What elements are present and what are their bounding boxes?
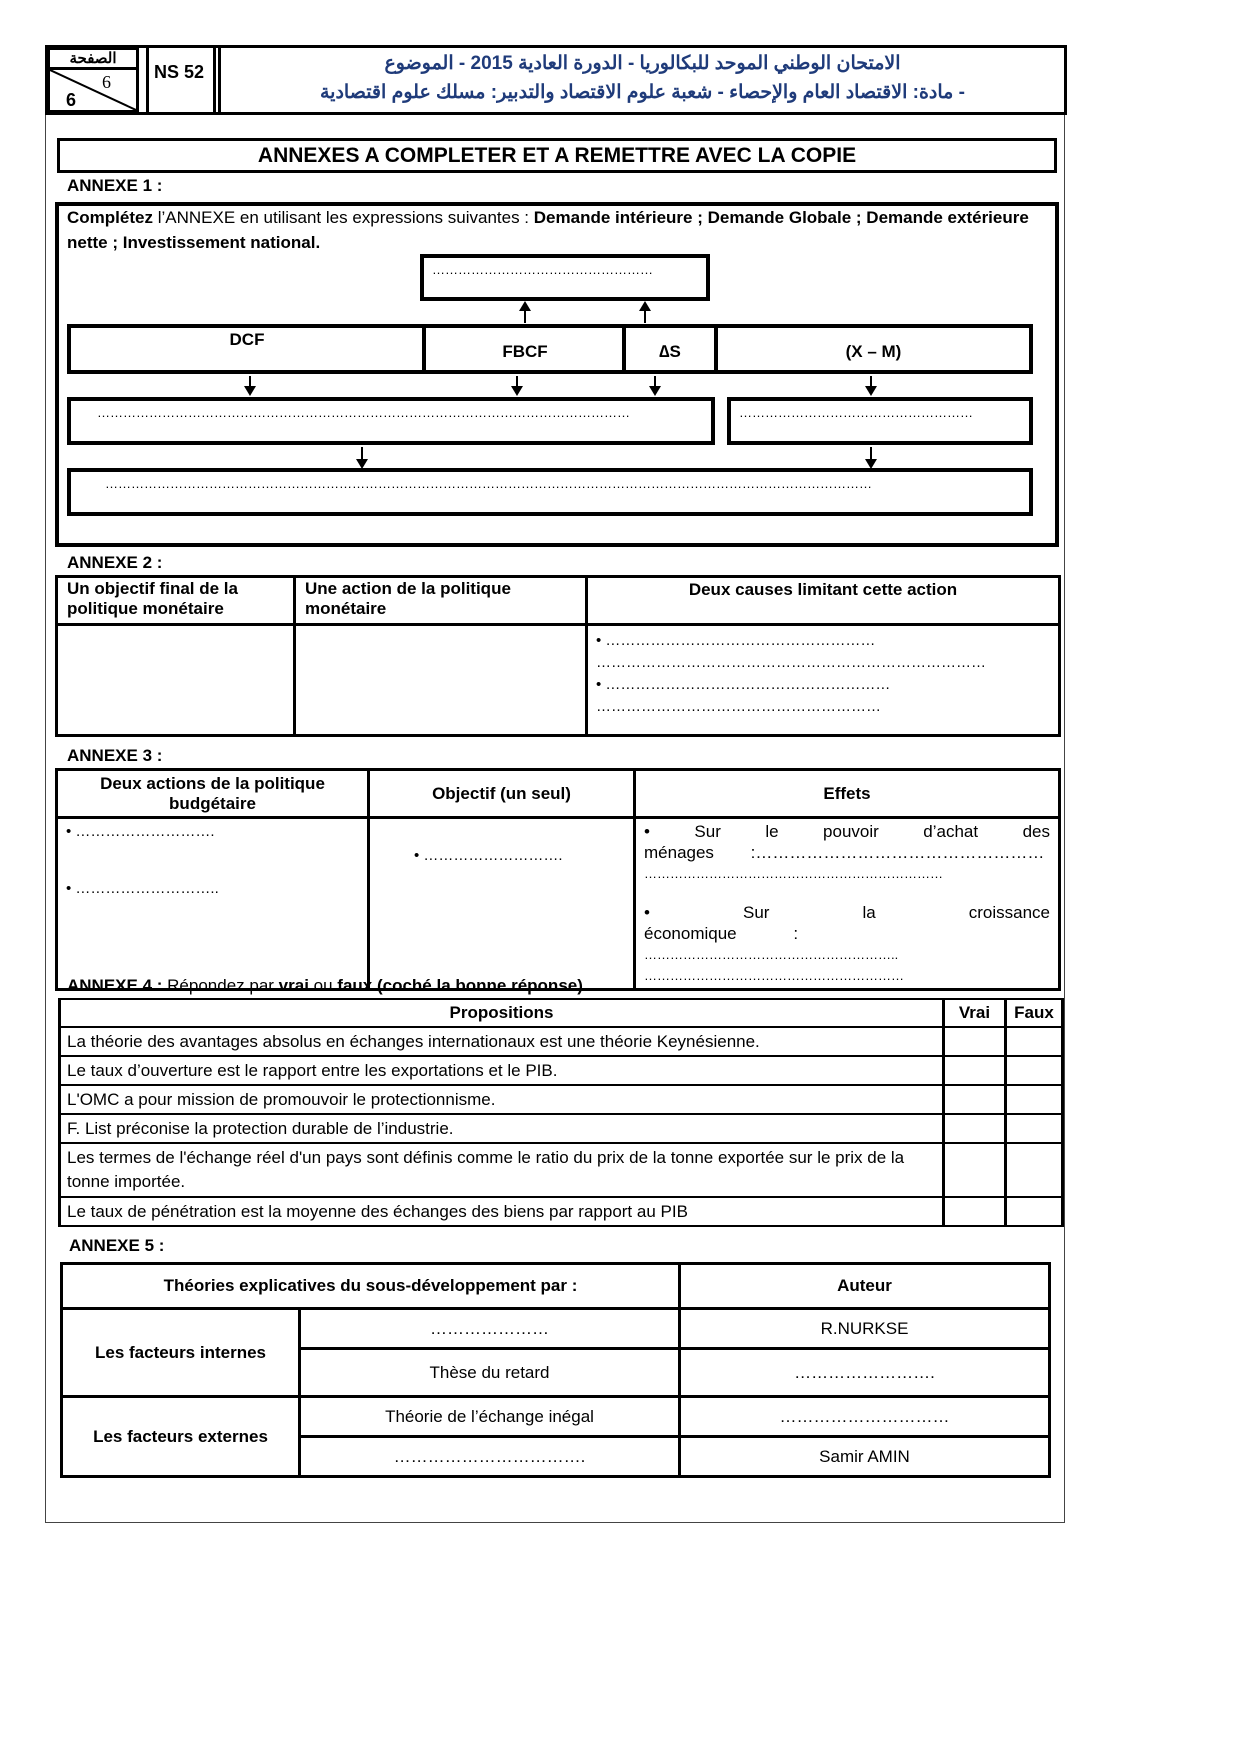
instr-text: l’ANNEXE en utilisant les expressions suivantes : [152,208,534,227]
proposition-text: Les termes de l'échange réel d'un pays sont définis comme le ratio du prix de la tonne exportée sur le prix de la tonne importée. [60,1143,944,1197]
vrai-checkbox[interactable] [944,1056,1006,1085]
faux-checkbox[interactable] [1006,1197,1063,1226]
dots: …………………………………………………… [644,968,904,983]
arrow-down-icon [361,447,363,467]
faux-checkbox[interactable] [1006,1143,1063,1197]
a3-header-effets: Effets [635,770,1060,818]
label: ANNEXE 4 : [67,976,163,995]
arrow-down-icon [870,447,872,467]
action-line: • ……………………….. [66,880,219,897]
arrow-down-icon [870,376,872,394]
a3-effets-answer[interactable] [635,818,1060,990]
a3-header-actions: Deux actions de la politique budgétaire [57,770,369,818]
annexe4-table [58,998,1064,1227]
instr-bold: Complétez [67,208,153,227]
annexe3-table [55,768,1061,991]
annexe2-label: ANNEXE 2 : [67,553,163,572]
page-label: الصفحة [50,50,136,70]
a2-header-causes: Deux causes limitant cette action [587,577,1060,625]
objectif-line: • ………………………. [414,847,563,864]
a2-causes-answer[interactable] [587,625,1060,736]
fbcf-label: FBCF [502,342,548,361]
proposition-text: F. List préconise la protection durable de l’industrie. [60,1114,944,1143]
arrow-down-icon [654,376,656,394]
author-cell[interactable]: ………………………… [680,1397,1050,1437]
vrai-checkbox[interactable] [944,1197,1006,1226]
a3-objectif-answer[interactable] [369,818,635,990]
effet-pouvoir-achat: • Sur le pouvoir d’achat des ménages :…………………………………………… [644,822,1050,862]
annexe3-label: ANNEXE 3 : [67,746,163,765]
label-text: ou [308,976,338,995]
vrai-checkbox[interactable] [944,1114,1006,1143]
proposition-text: L'OMC a pour mission de promouvoir le protectionnisme. [60,1085,944,1114]
cause-line: …………………………………………………………………… [596,654,986,671]
annexe2-table [55,575,1061,737]
theory-cell[interactable]: ……………………………. [300,1437,680,1477]
vrai-checkbox[interactable] [944,1143,1006,1197]
arrow-down-icon [516,376,518,394]
dcf-label: DCF [229,330,265,349]
label-text: Répondez par [162,976,279,995]
dots: …………………………………………… [432,262,653,277]
answer-box-top[interactable] [420,254,710,301]
instr-expressions: Demande intérieure ; Demande Globale ; Demande extérieure nette ; Investissement national. [67,208,1029,252]
faux-checkbox[interactable] [1006,1085,1063,1114]
faux-checkbox[interactable] [1006,1114,1063,1143]
vrai-checkbox[interactable] [944,1085,1006,1114]
dots: ……………………………………………… [739,405,973,420]
delta-s-label: ∆S [659,342,681,361]
theory-cell: Thèse du retard [300,1349,680,1397]
author-cell: Samir AMIN [680,1437,1050,1477]
x-m-label: (X – M) [845,342,902,361]
a2-header-action: Une action de la politique monétaire [295,577,587,625]
arrow-up-icon [524,303,526,323]
a4-header-vrai: Vrai [944,999,1006,1027]
proposition-text: Le taux d’ouverture est le rapport entre les exportations et le PIB. [60,1056,944,1085]
label-vrai: vrai [278,976,309,995]
annexe1-instructions [67,205,1052,255]
annexe4-label [67,976,583,996]
dots: …………………………………………………………………………………………………………………………………………………………… [105,476,872,491]
dots: ………………………………………………….. [644,947,899,962]
page-total: 6 [66,90,77,110]
a4-header-faux: Faux [1006,999,1063,1027]
cause-line: • ………………………………………………… [596,676,891,693]
annexe1-label: ANNEXE 1 : [67,176,163,195]
components-row [67,324,1033,374]
annexe5-table [60,1262,1051,1478]
arrow-up-icon [644,303,646,323]
arrow-down-icon [249,376,251,394]
answer-box-bottom[interactable] [67,468,1033,516]
answer-box-mid-left[interactable] [67,397,715,445]
page-current: 6 [102,72,111,92]
a2-header-objectif: Un objectif final de la politique monétaire [57,577,295,625]
faux-checkbox[interactable] [1006,1027,1063,1056]
label-faux: faux (coché la bonne réponse) [337,976,583,995]
exam-title [218,45,1067,115]
a2-objectif-answer[interactable] [57,625,295,736]
answer-box-mid-right[interactable] [727,397,1033,445]
proposition-text: La théorie des avantages absolus en échanges internationaux est une théorie Keynésienne. [60,1027,944,1056]
annexes-title: ANNEXES A COMPLETER ET A REMETTRE AVEC LA COPIE [57,138,1057,173]
vrai-checkbox[interactable] [944,1027,1006,1056]
page-number-box [47,47,139,113]
effet-croissance: • Sur la croissance économique : [644,903,1050,943]
dots: …………………………………………………………… [644,866,943,881]
a5-header-theories: Théories explicatives du sous-développement par : [62,1264,680,1309]
author-cell[interactable]: ……………………. [680,1349,1050,1397]
theory-cell[interactable]: ………………… [300,1309,680,1349]
exam-title-line2: - مادة: الاقتصاد العام والإحصاء - شعبة علوم الاقتصاد والتدبير: مسلك علوم اقتصادية [320,82,965,103]
a4-header-propositions: Propositions [60,999,944,1027]
exam-title-line1: الامتحان الوطني الموحد للبكالوريا - الدورة العادية 2015 - الموضوع [384,53,901,74]
exam-code: NS 52 [146,45,216,115]
cause-line: • ……………………………………………… [596,632,876,649]
action-line: • ………………………. [66,823,215,840]
a2-action-answer[interactable] [295,625,587,736]
group-internes: Les facteurs internes [62,1309,300,1397]
a3-header-objectif: Objectif (un seul) [369,770,635,818]
faux-checkbox[interactable] [1006,1056,1063,1085]
theory-cell: Théorie de l’échange inégal [300,1397,680,1437]
a3-actions-answer[interactable] [57,818,369,990]
annexe5-label: ANNEXE 5 : [69,1236,165,1255]
author-cell: R.NURKSE [680,1309,1050,1349]
dots: …………………………………………………………………………………………………………… [97,405,630,420]
cause-line: ………………………………………………… [596,698,881,715]
proposition-text: Le taux de pénétration est la moyenne des échanges des biens par rapport au PIB [60,1197,944,1226]
group-externes: Les facteurs externes [62,1397,300,1477]
a5-header-auteur: Auteur [680,1264,1050,1309]
